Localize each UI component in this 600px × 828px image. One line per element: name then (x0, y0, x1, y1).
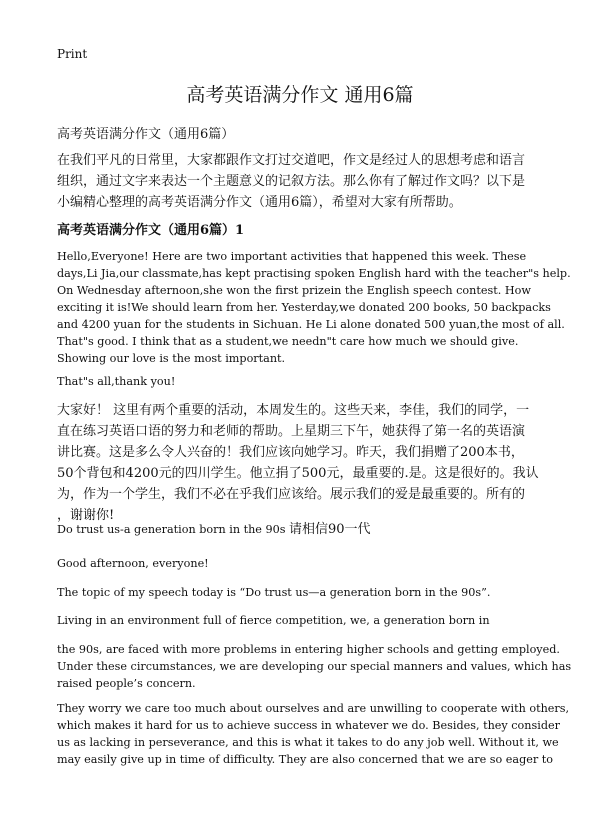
translation-line: 大家好！ 这里有两个重要的活动，本周发生的。这些天来，李佳，我们的同学，一 (57, 403, 530, 418)
essay1-line: Hello,Everyone! Here are two important activities that happened this week. These (57, 250, 527, 263)
section-heading: 高考英语满分作文（通用6篇）1 (57, 223, 245, 238)
translation-line: 讲比赛。这是多么令人兴奋的！我们应该向她学习。昨天，我们捐赠了200本书， (57, 445, 524, 460)
thanks-line: That"s all,thank you! (57, 375, 176, 388)
essay2-line: the 90s, are faced with more problems in entering higher schools and getting employed. (57, 643, 560, 656)
essay1-line: That"s good. I think that as a student,we needn"t care how much we should give. (57, 335, 519, 348)
print-link[interactable]: Print (57, 47, 88, 61)
essay1-line: exciting it is!We should learn from her. Yesterday,we donated 200 books, 50 backpacks (57, 301, 551, 314)
translation-line: 直在练习英语口语的努力和老师的帮助。上星期三下午，她获得了第一名的英语演 (57, 424, 526, 439)
essay1-line: Showing our love is the most important. (57, 352, 286, 365)
essay2-line: may easily give up in time of difficulty. They are also concerned that we are so eager to (57, 753, 554, 766)
essay2-line: They worry we care too much about ourselves and are unwilling to cooperate with others, (57, 702, 570, 715)
essay2-line: us as lacking in perseverance, and this is what it takes to do any job well. Without it, we (57, 736, 559, 749)
translation-line: 50个背包和4200元的四川学生。他立捐了500元，最重要的.是。这是很好的。我认 (57, 466, 539, 481)
topic-line: The topic of my speech today is “Do trust us—a generation born in the 90s”. (57, 586, 491, 599)
greeting-line: Good afternoon, everyone! (57, 557, 209, 570)
essay2-title-en: Do trust us-a generation born in the 90s (57, 523, 290, 536)
essay1-line: On Wednesday afternoon,she won the first prizein the English speech contest. How (57, 284, 531, 297)
intro-line: 组织，通过文字来表达一个主题意义的记叙方法。那么你有了解过作文吗？以下是 (57, 174, 526, 189)
essay1-line: and 4200 yuan for the students in Sichuan. He Li alone donated 500 yuan,the most of all. (57, 318, 565, 331)
essay1-paragraph (57, 248, 571, 367)
essay2-paragraph-2 (57, 700, 570, 768)
living-line: Living in an environment full of fierce competition, we, a generation born in (57, 614, 490, 627)
essay2-title (57, 521, 545, 538)
translation-line: ，谢谢你! (57, 508, 115, 523)
essay2-paragraph (57, 641, 572, 692)
intro-line: 小编精心整理的高考英语满分作文（通用6篇），希望对大家有所帮助。 (57, 195, 462, 210)
essay2-line: raised people’s concern. (57, 677, 196, 690)
document-subtitle: 高考英语满分作文（通用6篇） (57, 127, 235, 142)
essay1-line: days,Li Jia,our classmate,has kept practising spoken English hard with the teacher"s help. (57, 267, 571, 280)
intro-line: 在我们平凡的日常里，大家都跟作文打过交道吧，作文是经过人的思想考虑和语言 (57, 153, 526, 168)
essay2-line: Under these circumstances, we are developing our special manners and values, which has (57, 660, 572, 673)
essay2-line: which makes it hard for us to achieve success in whatever we do. Besides, they consider (57, 719, 560, 732)
chinese-translation (57, 400, 545, 526)
document-title: 高考英语满分作文 通用6篇 (186, 84, 414, 106)
intro-paragraph (57, 150, 545, 213)
essay2-title-zh: 请相信90一代 (289, 522, 371, 537)
translation-line: 为，作为一个学生，我们不必在乎我们应该给。展示我们的爱是最重要的。所有的 (57, 487, 526, 502)
